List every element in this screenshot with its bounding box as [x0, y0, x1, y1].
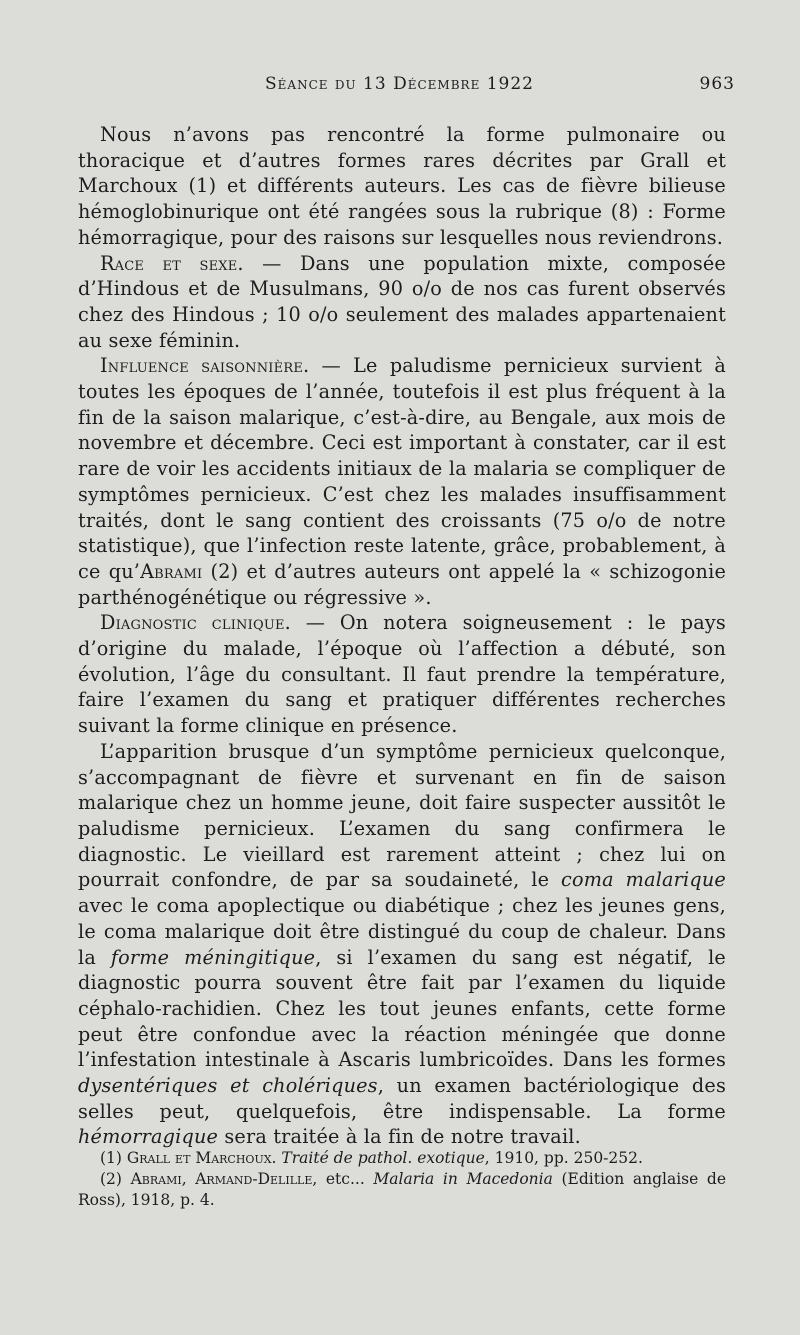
- author-name-abrami: Abrami: [140, 559, 203, 583]
- term-forme-meningitique: forme méningitique: [110, 945, 316, 969]
- footnotes: [78, 1148, 726, 1211]
- section-heading-race-sexe: Race et sexe.: [100, 251, 244, 275]
- section-heading-influence: Influence saisonnière.: [100, 354, 310, 378]
- footnote-2: (2) Abrami, Armand-Delille, etc... Malaria in Macedonia (Edition anglaise de Ross), 1918, p. 4.: [78, 1170, 726, 1209]
- paragraph-forms: Nous n’avons pas rencontré la forme pulmonaire ou thoracique et d’autres formes rares décrites par Grall et Marchoux (1) et différents auteurs. Les cas de fièvre bilieuse hémoglobinurique ont été rangées sous la rubrique (8) : Forme hémorragique, pour des raisons sur lesquelles nous reviendrons.: [78, 123, 726, 249]
- header-title: Séance du 13 Décembre 1922: [265, 74, 534, 94]
- paragraph-race-sexe: Race et sexe. — Dans une population mixte, composée d’Hindous et de Musulmans, 90 o/o de nos cas furent observés chez des Hindous ; 10 o/o seulement des malades appartenaient au sexe féminin.: [78, 251, 726, 352]
- paragraph-diagnostic: Diagnostic clinique. — On notera soigneusement : le pays d’origine du malade, l’époque où l’affection a débuté, son évolution, l’âge du consultant. Il faut prendre la température, faire l’examen du sang et pratiquer différentes recherches suivant la forme clinique en présence.: [78, 611, 726, 738]
- paragraph-apparition: L’apparition brusque d’un symptôme pernicieux quelconque, s’accompagnant de fièvre et survenant en fin de saison malarique chez un homme jeune, doit faire suspecter aussitôt le paludisme pernicieux. L’examen du sang confirmera le diagnostic. Le vieillard est rarement atteint ; chez lui on pourrait confondre, de par sa soudaineté, le coma malarique avec le coma apoplectique ou diabétique ; chez les jeunes gens, le coma malarique doit être distingué du coup de chaleur. Dans la forme méningitique, si l’examen du sang est négatif, le diagnostic pourra souvent être fait par l’examen du liquide céphalo-rachidien. Chez les tout jeunes enfants, cette forme peut être confondue avec la réaction méningée que donne l’infestation intestinale à Ascaris lumbricoïdes. Dans les formes dysentériques et cholériques, un examen bactériologique des selles peut, quelquefois, être indispensable. La forme hémorragique sera traitée à la fin de notre travail.: [78, 739, 726, 1149]
- page-number: 963: [699, 74, 735, 94]
- section-heading-diagnostic: Diagnostic clinique.: [100, 611, 291, 635]
- term-dysenteriques: dysentériques et cholériques: [78, 1074, 378, 1098]
- body-text: [78, 122, 726, 1150]
- term-coma-malarique: coma malarique: [561, 868, 726, 892]
- running-header: [80, 74, 735, 104]
- footnote-1: (1) Grall et Marchoux. Traité de pathol. exotique, 1910, pp. 250-252.: [100, 1149, 643, 1167]
- term-hemorragique: hémorragique: [78, 1125, 219, 1149]
- paragraph-influence-saisonniere: Influence saisonnière. — Le paludisme pernicieux survient à toutes les époques de l’année, toutefois il est plus fréquent à la fin de la saison malarique, c’est-à-dire, au Bengale, aux mois de novembre et décembre. Ceci est important à constater, car il est rare de voir les accidents initiaux de la malaria se compliquer de symptômes pernicieux. C’est chez les malades insuffisamment traités, dont le sang contient des croissants (75 o/o de notre statistique), que l’infection reste latente, grâce, probablement, à ce qu’Abrami (2) et d’autres auteurs ont appelé la « schizogonie parthénogénétique ou régressive ».: [78, 354, 726, 609]
